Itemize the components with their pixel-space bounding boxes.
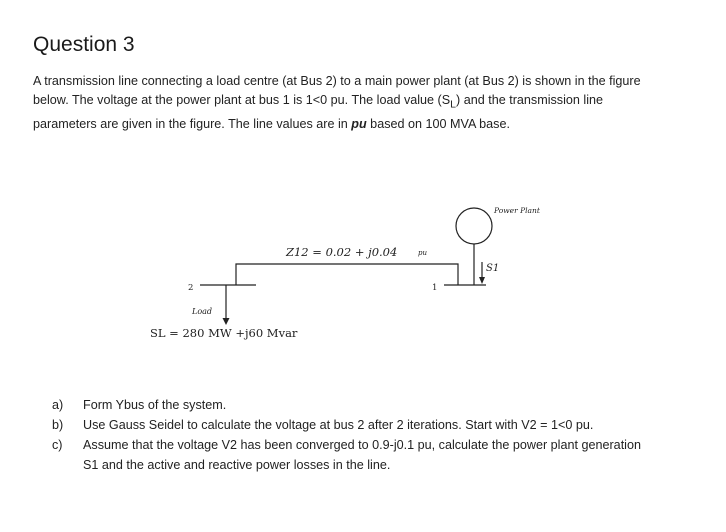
intro-sub-l: L bbox=[450, 98, 456, 111]
generator-circle bbox=[456, 208, 492, 244]
impedance-label: Z12 = 0.02 + j0.04 bbox=[286, 245, 398, 259]
s1-arrow-head bbox=[479, 277, 485, 284]
question-text: Use Gauss Seidel to calculate the voltage at bus 2 after 2 iterations. Start with V2 = 1<0 pu. bbox=[83, 418, 594, 432]
bus2-label: 2 bbox=[188, 283, 194, 293]
load-value: SL = 280 MW +j60 Mvar bbox=[150, 326, 298, 340]
bus1-label: 1 bbox=[432, 283, 438, 293]
load-label: Load bbox=[192, 307, 213, 316]
question-list bbox=[52, 395, 643, 475]
intro-part2: ) and the transmission line parameters are given in the figure. The line values are in bbox=[33, 93, 603, 131]
transmission-line bbox=[236, 264, 458, 285]
question-title: Question 3 bbox=[33, 33, 135, 56]
question-text: Form Ybus of the system. bbox=[83, 398, 227, 412]
question-label: b) bbox=[52, 418, 64, 432]
question-item bbox=[52, 435, 643, 475]
intro-pu: pu bbox=[351, 116, 367, 131]
s1-label: S1 bbox=[486, 263, 500, 274]
intro-part1: A transmission line connecting a load centre (at Bus 2) to a main power plant (at Bus 2) is shown in the figure below. The voltage at the power plant at bus 1 is 1<0 pu. The load value (S bbox=[33, 74, 641, 107]
question-item bbox=[52, 415, 643, 435]
question-label: a) bbox=[52, 398, 64, 412]
question-text: Assume that the voltage V2 has been converged to 0.9-j0.1 pu, calculate the power plant generation S1 and the active and reactive power losses in the line. bbox=[83, 438, 641, 472]
power-plant-label: Power Plant bbox=[494, 206, 540, 215]
question-item bbox=[52, 395, 643, 415]
impedance-unit: pu bbox=[418, 249, 427, 257]
question-label: c) bbox=[52, 438, 63, 452]
intro-part3: based on 100 MVA base. bbox=[366, 116, 510, 131]
load-arrow-head bbox=[223, 318, 230, 325]
